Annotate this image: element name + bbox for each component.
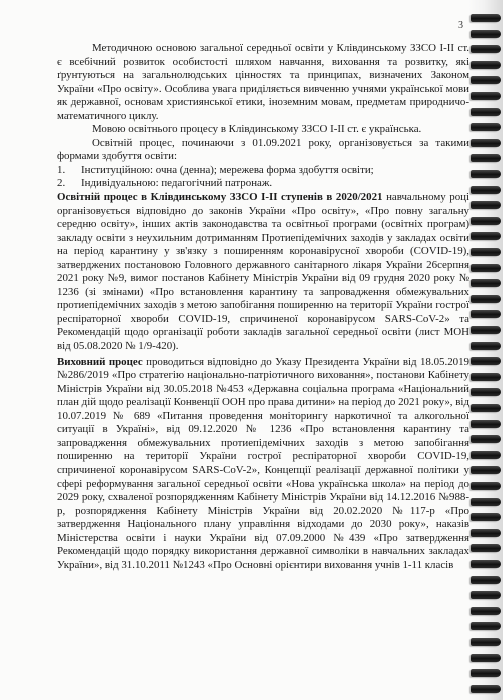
binding-ring (471, 201, 501, 209)
list-item (57, 177, 469, 191)
list-text: Інституційною: очна (денна); мережева форма здобуття освіти; (81, 163, 374, 176)
binding-ring (471, 232, 501, 240)
list-item (57, 164, 469, 178)
binding-ring (471, 622, 501, 630)
binding-ring (471, 326, 501, 334)
binding-ring (471, 451, 501, 459)
binding-ring (471, 108, 501, 116)
binding-ring (471, 529, 501, 537)
binding-ring (471, 170, 501, 178)
binding-ring (471, 310, 501, 318)
binding-ring (471, 466, 501, 474)
binding-ring (471, 295, 501, 303)
binding-ring (471, 217, 501, 225)
binding-ring (471, 61, 501, 69)
binding-ring (471, 404, 501, 412)
paragraph-text: навчальному році організовується відповідно до законів України «Про освіту», «Про повну загальну середню освіту», інших актів законодавства та освітньої програми (освітніх програм) закладу освіти з неухильним дотриманням Протиепідемічних заходів у закладах освіти на період карантину у зв'язку з поширенням коронавірусної хвороби (COVID-19), затверджених постановою Головного державного санітарного лікаря України 26серпня 2021 року №9, вимог постанов Кабінету Міністрів України від 09 грудня 2020 року № 1236 (зі змінами) «Про встановлення карантину та запровадження обмежувальних протиепідемічних заходів з метою запобігання поширенню на території України гострої респіраторної хвороби COVID-19, спричиненої коронавірусом SARS-CoV-2» та Рекомендацій щодо організації роботи закладів загальної середньої освіти (лист МОН від 05.08.2020 № 1/9-420). (57, 191, 469, 353)
binding-ring (471, 264, 501, 272)
paragraph-lead-bold: Освітній процес в Клівдинському ЗЗСО І-ІІ ступенів в 2020/2021 (57, 191, 383, 204)
binding-ring (471, 186, 501, 194)
binding-ring (471, 14, 501, 22)
binding-ring (471, 388, 501, 396)
binding-ring (471, 654, 501, 662)
binding-ring (471, 560, 501, 568)
binding-ring (471, 76, 501, 84)
binding-ring (471, 420, 501, 428)
paragraph-language: Мовою освітнього процесу в Клівдинському ЗЗСО І-ІІ ст. є українська. (92, 123, 422, 136)
binding-ring (471, 435, 501, 443)
paragraph-text: проводиться відповідно до Указу Президента України від 18.05.2019 №286/2019 «Про стратегію національно-патріотичного виховання», постанови Кабінету Міністрів України від 30.05.2018 №453 «Державна соціальна програма «Національний план дій щодо реалізації Конвенції ООН про права дитини» на період до 2021 року», від 10.07.2019 № 689 «Питання проведення моніторингу наркотичної та алкогольної ситуації в Україні», від 09.12.2020 № 1236 «Про встановлення карантину та запровадження обмежувальних протиепідемічних заходів з метою запобігання поширенню на території України гострої респіраторної хвороби COVID-19, спричиненої коронавірусом SARS-CoV-2», Концепції реалізації державної політики у сфері реформування загальної середньої освіти «Нова українська школа» на період до 2029 року, схваленої розпорядженням Кабінету Міністрів України від 14.12.2016 №988-р, розпорядження Кабінету Міністрів України від 20.02.2020 №117-р «Про затвердження Національного плану управління відходами до 2030 року», наказів Міністерства освіти і науки України від 07.09.2000 №439 «Про затвердження Рекомендацій щодо порядку використання державної символіки в навчальних закладах України», від 31.10.2011 №1243 «Про Основні орієнтири виховання учнів 1-11 класів (57, 355, 469, 571)
binding-ring (471, 92, 501, 100)
paragraph-upbringing-process (57, 356, 469, 573)
binding-ring (471, 513, 501, 521)
binding-ring (471, 685, 501, 693)
binding-ring (471, 669, 501, 677)
page-number: 3 (458, 20, 463, 31)
paragraph-educational-process (57, 191, 469, 354)
binding-ring (471, 576, 501, 584)
binding-ring (471, 482, 501, 490)
binding-ring (471, 342, 501, 350)
binding-ring (471, 357, 501, 365)
list-text: Індивідуальною: педагогічний патронаж. (81, 177, 273, 190)
binding-ring (471, 45, 501, 53)
binding-ring (471, 638, 501, 646)
list-number: 2. (57, 177, 66, 190)
list-number: 1. (57, 163, 66, 176)
binding-ring (471, 248, 501, 256)
binding-ring (471, 123, 501, 131)
binding-ring (471, 607, 501, 615)
binding-ring (471, 279, 501, 287)
spiral-binding (469, 0, 503, 700)
binding-ring (471, 139, 501, 147)
binding-ring (471, 154, 501, 162)
paragraph-lead-bold: Виховний процес (57, 355, 143, 368)
paragraph-forms-intro: Освітній процес, починаючи з 01.09.2021 року, організовується за такими формами здобуття освіти: (57, 136, 469, 163)
binding-ring (471, 30, 501, 38)
binding-ring (471, 373, 501, 381)
paragraph-methodology: Методичною основою загальної середньої освіти у Клівдинському ЗЗСО І-ІІ ст. є всебічний розвиток особистості шляхом навчання, виховання та розвитку, які ґрунтуються на загальнолюдських цінностях та принципах, визначених Законом України «Про освіту». Особлива увага приділяється вивченню учнями української мови як державної, основам християнської етики, іноземним мовам, предметам природничо-математичного циклу. (57, 42, 469, 122)
binding-ring (471, 498, 501, 506)
document-body (57, 42, 469, 572)
binding-ring (471, 544, 501, 552)
binding-ring (471, 591, 501, 599)
